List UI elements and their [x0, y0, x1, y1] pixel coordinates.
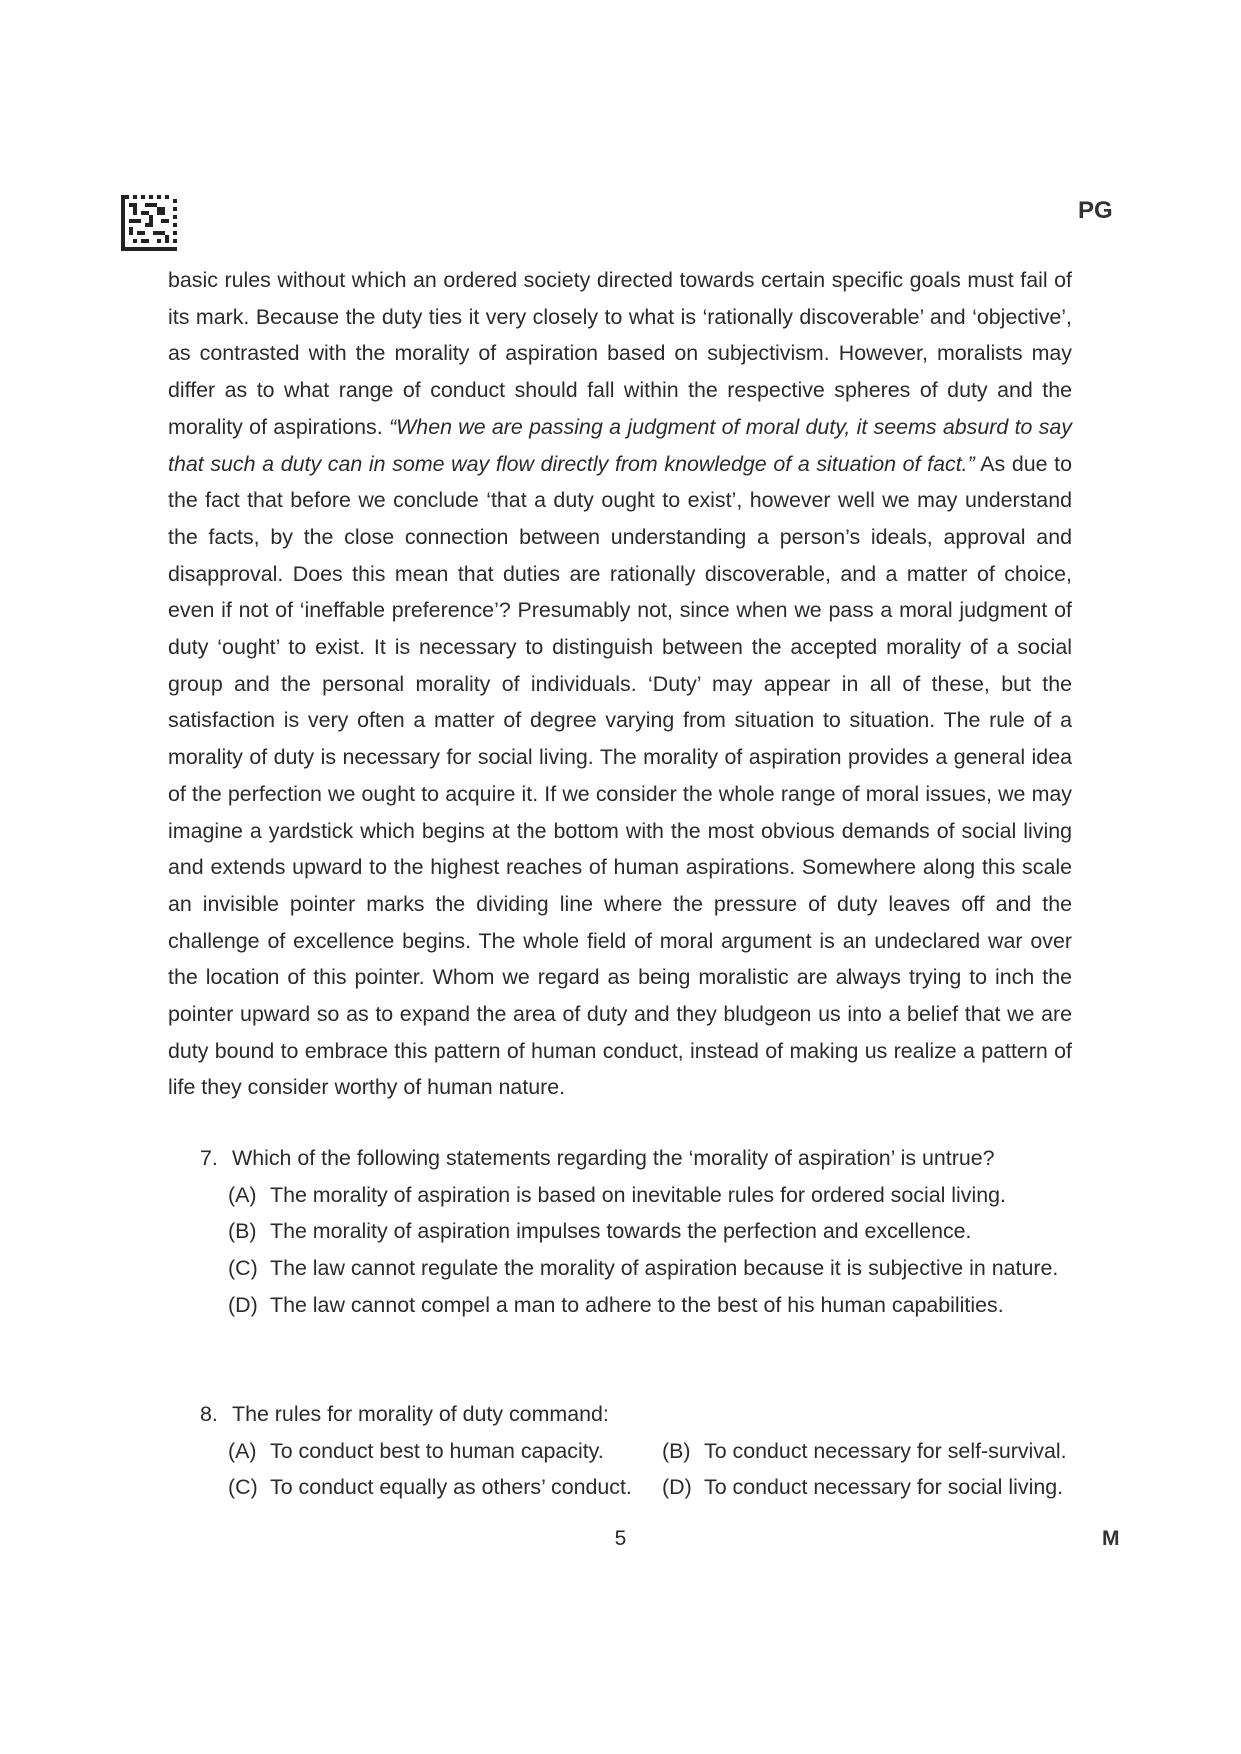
reading-passage — [168, 262, 1072, 1106]
option-text: The morality of aspiration impulses towards the perfection and excellence. — [270, 1219, 972, 1244]
option-d — [662, 1469, 1072, 1506]
question-8 — [200, 1396, 1072, 1506]
option-a — [228, 1177, 1072, 1214]
page-number: 5 — [614, 1527, 627, 1550]
datamatrix-code — [121, 195, 177, 251]
option-a — [228, 1433, 662, 1470]
passage-text: basic rules without which an ordered society directed towards certain specific goals must fail of its mark. Because the duty ties it very closely to what is ‘rationally discoverable’ and ‘objective’, as contrasted with the morality of aspiration based on subjectivism. However, moralists may differ as to what range of conduct should fall within the respective spheres of duty and the morality of aspirations. — [168, 268, 1072, 439]
options-grid — [228, 1433, 1072, 1506]
option-text: To conduct equally as others’ conduct. — [270, 1475, 632, 1500]
option-label: (C) — [228, 1256, 258, 1281]
question-text: The rules for morality of duty command: — [232, 1402, 609, 1426]
option-text: The law cannot regulate the morality of aspiration because it is subjective in nature. — [270, 1256, 1059, 1281]
series-code: PG — [1078, 197, 1113, 224]
question-number: 8. — [200, 1402, 218, 1426]
option-label: (A) — [228, 1182, 257, 1207]
question-text: Which of the following statements regarding the ‘morality of aspiration’ is untrue? — [232, 1146, 995, 1170]
passage-text-continued: As due to the fact that before we conclude ‘that a duty ought to exist’, however well we may understand the facts, by the close connection between understanding a person’s ideals, approval and disapproval. Does this mean that duties are rationally discoverable, and a matter of choice, even if not of ‘ineffable preference’? Presumably not, since when we pass a moral judgment of duty ‘ought’ to exist. It is necessary to distinguish between the accepted morality of a social group and the personal morality of individuals. ‘Duty’ may appear in all of these, but the satisfaction is very often a matter of degree varying from situation to situation. The rule of a morality of duty is necessary for social living. The morality of aspiration provides a general idea of the perfection we ought to acquire it. If we consider the whole range of moral issues, we may imagine a yardstick which begins at the bottom with the most obvious demands of social living and extends upward to the highest reaches of human aspirations. Somewhere along this scale an invisible pointer marks the dividing line where the pressure of duty leaves off and the challenge of excellence begins. The whole field of moral argument is an undeclared war over the location of this pointer. Whom we regard as being moralistic are always trying to inch the pointer upward so as to expand the area of duty and they bludgeon us into a belief that we are duty bound to embrace this pattern of human conduct, instead of making us realize a pattern of life they consider worthy of human nature. — [168, 451, 1072, 1100]
option-d — [228, 1287, 1072, 1324]
option-b — [228, 1213, 1072, 1250]
question-7 — [200, 1140, 1072, 1324]
booklet-code: M — [1102, 1527, 1120, 1550]
option-text: To conduct necessary for self-survival. — [704, 1438, 1067, 1463]
option-text: To conduct best to human capacity. — [270, 1438, 604, 1463]
option-b — [662, 1433, 1072, 1470]
passage-quote: “When we are passing a judgment of moral duty, it seems absurd to say that such a duty can in some way flow directly from knowledge of a situation of fact.” — [168, 414, 1072, 476]
option-label: (A) — [228, 1438, 257, 1463]
option-c — [228, 1469, 662, 1506]
question-number: 7. — [200, 1146, 218, 1170]
option-label: (D) — [228, 1292, 258, 1317]
option-text: To conduct necessary for social living. — [704, 1475, 1064, 1500]
option-label: (B) — [662, 1438, 691, 1463]
option-text: The morality of aspiration is based on inevitable rules for ordered social living. — [270, 1182, 1006, 1207]
option-label: (B) — [228, 1219, 257, 1244]
option-label: (C) — [228, 1475, 258, 1500]
option-c — [228, 1250, 1072, 1287]
option-text: The law cannot compel a man to adhere to the best of his human capabilities. — [270, 1292, 1004, 1317]
option-label: (D) — [662, 1475, 692, 1500]
